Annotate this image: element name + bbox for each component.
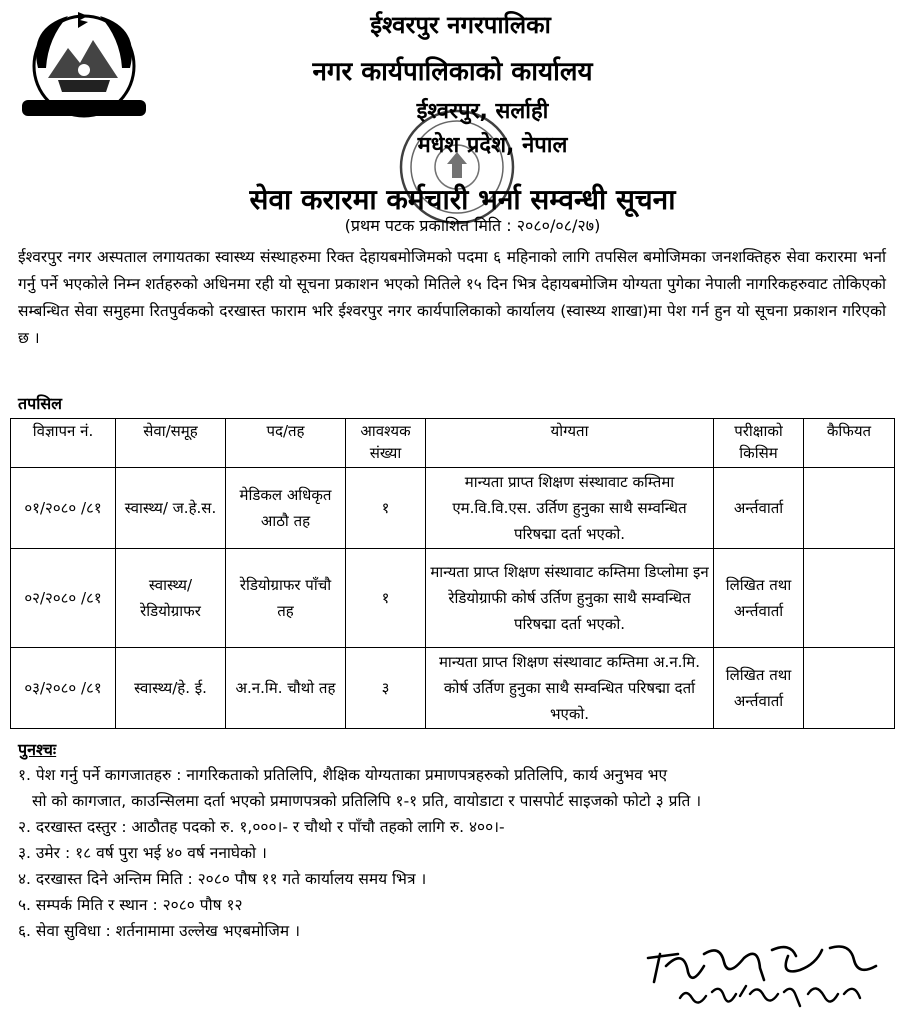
cell-ad-no: ०१/२०८० /८१ [11, 468, 116, 549]
office-name: नगर कार्यपालिकाको कार्यालय [312, 57, 593, 87]
notice-title: सेवा करारमा कर्मचारी भर्ना सम्वन्धी सूचना [249, 183, 676, 216]
table-row [11, 549, 895, 648]
cell-exam: लिखित तथा अर्न्तवार्ता [714, 549, 804, 648]
note-item: १. पेश गर्नु पर्ने कागजातहरु : नागरिकताको प्रतिलिपि, शैक्षिक योग्यताका प्रमाणपत्रहरुको प्रतिलिपि, कार्य अनुभव भए [18, 766, 668, 784]
note-item-continuation: सो को कागजात, काउन्सिलमा दर्ता भएको प्रमाणपत्रको प्रतिलिपि १-१ प्रति, वायोडाटा र पासपोर्ट साइजको फोटो ३ प्रति । [32, 792, 702, 810]
note-item: ४. दरखास्त दिने अन्तिम मिति : २०८० पौष ११ गते कार्यालय समय भित्र । [18, 870, 427, 888]
col-header-count: आवश्यक संख्या [346, 419, 426, 468]
col-header-ad-no: विज्ञापन नं. [11, 419, 116, 468]
cell-qualification: मान्यता प्राप्त शिक्षण संस्थावाट कम्तिमा अ.न.मि. कोर्ष उर्तिण हुनुका साथै सम्वन्धित परिषद्मा दर्ता भएको. [426, 648, 714, 729]
col-header-service: सेवा/समूह [116, 419, 226, 468]
cell-count: ३ [346, 648, 426, 729]
vacancy-table [10, 418, 895, 729]
cell-exam: अर्न्तवार्ता [714, 468, 804, 549]
note-item: ५. सम्पर्क मिति र स्थान : २०८० पौष १२ [18, 896, 243, 914]
cell-ad-no: ०२/२०८० /८१ [11, 549, 116, 648]
intro-paragraph: ईश्वरपुर नगर अस्पताल लगायतका स्वास्थ्य संस्थाहरुमा रिक्त देहायबमोजिमको पदमा ६ महिनाको लागि तपसिल बमोजिमका जनशक्तिहरु सेवा करारमा भर्ना गर्नु पर्ने भएकोले निम्न शर्तहरुको अधिनमा रही यो सूचना प्रकाशन भएको मितिले १५ दिन भित्र देहायबमोजिम योग्यता पुगेका नेपाली नागरिकहरुवाट तोकिएको सम्बन्धित सेवा समुहमा रितपुर्वकको दरखास्त फाराम भरि ईश्वरपुर नगर कार्यपालिकाको कार्यालय (स्वास्थ्य शाखा)मा पेश गर्न हुन यो सूचना प्रकाशन गरिएको छ । [18, 248, 886, 347]
cell-count: १ [346, 468, 426, 549]
table-header-row [11, 419, 895, 468]
cell-qualification: मान्यता प्राप्त शिक्षण संस्थावाट कम्तिमा एम.वि.वि.एस. उर्तिण हुनुका साथै सम्वन्धित परिषद्मा दर्ता भएको. [426, 468, 714, 549]
province-name: मधेश प्रदेश, नेपाल [417, 133, 568, 158]
col-header-qualification: योग्यता [426, 419, 714, 468]
handwritten-signature [640, 936, 890, 1018]
table-row [11, 468, 895, 549]
col-header-exam: परीक्षाको किसिम [714, 419, 804, 468]
office-location: ईश्वरपुर, सर्लाही [416, 99, 549, 124]
cell-ad-no: ०३/२०८० /८१ [11, 648, 116, 729]
publication-date: (प्रथम पटक प्रकाशित मिति : २०८०/०८/२७) [344, 216, 601, 235]
cell-remarks [804, 468, 895, 549]
cell-remarks [804, 648, 895, 729]
table-row [11, 648, 895, 729]
cell-service: स्वास्थ्य/ ज.हे.स. [116, 468, 226, 549]
cell-post: मेडिकल अधिकृत आठौ तह [226, 468, 346, 549]
note-item: ६. सेवा सुविधा : शर्तनामामा उल्लेख भएबमोजिम । [18, 922, 300, 940]
cell-exam: लिखित तथा अर्न्तवार्ता [714, 648, 804, 729]
cell-remarks [804, 549, 895, 648]
col-header-post: पद/तह [226, 419, 346, 468]
table-caption: तपसिल [18, 394, 63, 413]
cell-post: रेडियोग्राफर पाँचौ तह [226, 549, 346, 648]
note-item: २. दरखास्त दस्तुर : आठौतह पदको रु. १,०००।- र चौथो र पाँचौ तहको लागि रु. ४००।- [18, 818, 505, 836]
cell-service: स्वास्थ्य/ रेडियोग्राफर [116, 549, 226, 648]
cell-count: १ [346, 549, 426, 648]
col-header-remarks: कैफियत [804, 419, 895, 468]
cell-qualification: मान्यता प्राप्त शिक्षण संस्थावाट कम्तिमा डिप्लोमा इन रेडियोग्राफी कोर्ष उर्तिण हुनुका साथै सम्वन्धित परिषद्मा दर्ता भएको. [426, 549, 714, 648]
notes-heading: पुनश्चः [18, 740, 57, 759]
cell-service: स्वास्थ्य/हे. ई. [116, 648, 226, 729]
note-item: ३. उमेर : १८ वर्ष पुरा भई ४० वर्ष ननाघेको । [18, 844, 267, 862]
cell-post: अ.न.मि. चौथो तह [226, 648, 346, 729]
municipality-name: ईश्वरपुर नगरपालिका [370, 11, 551, 39]
notes-list [18, 762, 890, 944]
